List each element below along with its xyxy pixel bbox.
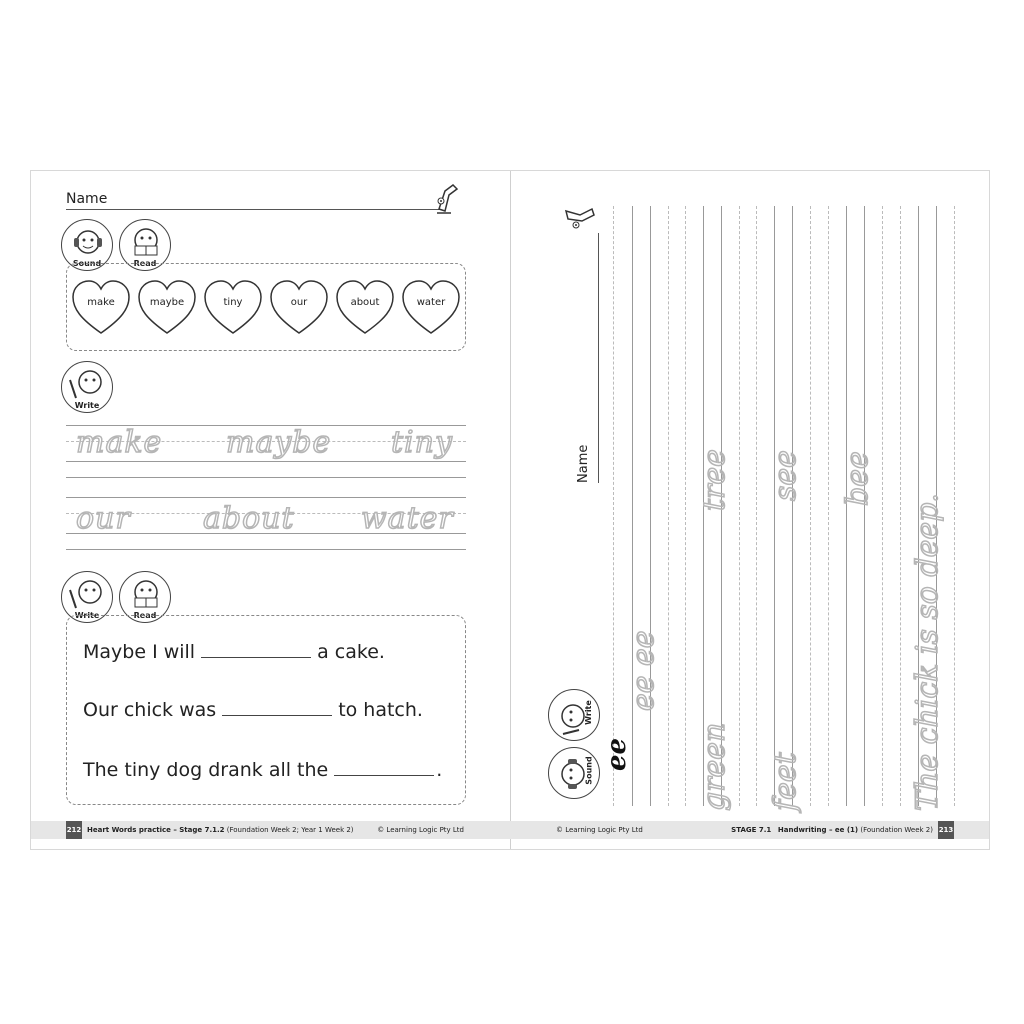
right-page: [510, 171, 989, 849]
trace-word: The chick is so deep.: [910, 493, 945, 811]
guide-line: [613, 206, 614, 806]
trace-word: bee: [840, 451, 875, 506]
guide-line: [846, 206, 847, 806]
read-badge-label: Read: [133, 259, 157, 268]
trace-word: tree: [697, 449, 732, 511]
sentence: [83, 699, 423, 721]
trace-word: about: [203, 501, 295, 536]
trace-word: maybe: [226, 425, 332, 460]
sentence-start: Our chick was: [83, 699, 217, 721]
write-badge: [548, 689, 600, 741]
heart-word-label: water: [416, 297, 446, 308]
read-badge-label: Read: [133, 611, 157, 620]
answer-blank[interactable]: [222, 701, 332, 716]
guide-line: [66, 461, 466, 462]
trace-word: see: [768, 450, 803, 501]
guide-line: [882, 206, 883, 806]
trace-word: water: [361, 501, 454, 536]
guide-line: [828, 206, 829, 806]
guide-line: [650, 206, 651, 806]
page-footer: [510, 821, 989, 839]
footer-copyright: © Learning Logic Pty Ltd: [377, 826, 464, 834]
write-badge-label: Write: [74, 401, 100, 410]
guide-line: [66, 497, 466, 498]
guide-line: [792, 206, 793, 806]
write-badge-label: Write: [74, 611, 100, 620]
guide-line: [668, 206, 669, 806]
heart-word-label: make: [87, 297, 115, 308]
trace-word: our: [76, 501, 131, 536]
sentence: [83, 759, 442, 781]
heart-word-label: tiny: [223, 297, 243, 308]
page-number: 213: [938, 821, 954, 839]
heart-word: [71, 279, 131, 335]
footer-title: Heart Words practice – Stage 7.1.2: [87, 826, 225, 834]
heart-word-label: about: [350, 297, 380, 308]
footer-title: Handwriting – ee (1): [777, 826, 859, 834]
left-page: [31, 171, 511, 849]
sentence-end: .: [436, 759, 443, 781]
monkey-pencil-icon: [549, 690, 601, 742]
footer-title-suffix: (Foundation Week 2; Year 1 Week 2): [226, 826, 354, 834]
sound-badge-label: Sound: [584, 756, 594, 785]
sentence-end: a cake.: [317, 641, 385, 663]
answer-blank[interactable]: [334, 761, 434, 776]
guide-line: [810, 206, 811, 806]
footer-title-suffix: (Foundation Week 2): [860, 826, 933, 834]
sound-badge: [548, 747, 600, 799]
name-label: Name: [66, 191, 108, 207]
sentence-end: to hatch.: [338, 699, 423, 721]
footer-stage: STAGE 7.1: [731, 826, 772, 834]
answer-blank[interactable]: [201, 643, 311, 658]
guide-line: [900, 206, 901, 806]
workbook-spread: [30, 170, 990, 850]
heart-word-label: maybe: [149, 297, 185, 308]
guide-line: [632, 206, 633, 806]
sentence-start: The tiny dog drank all the: [83, 759, 329, 781]
name-label: Name: [576, 444, 591, 483]
mascot-icon: [562, 203, 598, 233]
guide-line: [864, 206, 865, 806]
heart-word: [269, 279, 329, 335]
heart-word: [401, 279, 461, 335]
sound-badge-label: Sound: [72, 259, 102, 268]
page-footer: [31, 821, 510, 839]
sentence: [83, 641, 385, 663]
letters-ee: ee: [602, 737, 632, 771]
guide-line: [954, 206, 955, 806]
trace-word: feet: [768, 752, 803, 811]
name-line: [66, 209, 441, 210]
write-badge: [61, 361, 113, 413]
trace-word: make: [76, 425, 163, 460]
write-badge-label: Write: [584, 700, 594, 725]
guide-line: [774, 206, 775, 806]
sentence-start: Maybe I will: [83, 641, 196, 663]
guide-line: [756, 206, 757, 806]
heart-word: [335, 279, 395, 335]
guide-line: [685, 206, 686, 806]
heart-word: [137, 279, 197, 335]
footer-copyright: © Learning Logic Pty Ltd: [556, 826, 643, 834]
guide-line: [66, 477, 466, 478]
mascot-icon: [431, 179, 461, 215]
heart-word-label: our: [290, 297, 308, 308]
guide-line: [739, 206, 740, 806]
guide-line: [66, 549, 466, 550]
trace-word: ee ee: [626, 630, 661, 711]
name-line: [598, 233, 599, 483]
page-number: 212: [66, 821, 82, 839]
trace-word: green: [697, 722, 732, 811]
trace-word: tiny: [391, 425, 453, 460]
heart-word: [203, 279, 263, 335]
